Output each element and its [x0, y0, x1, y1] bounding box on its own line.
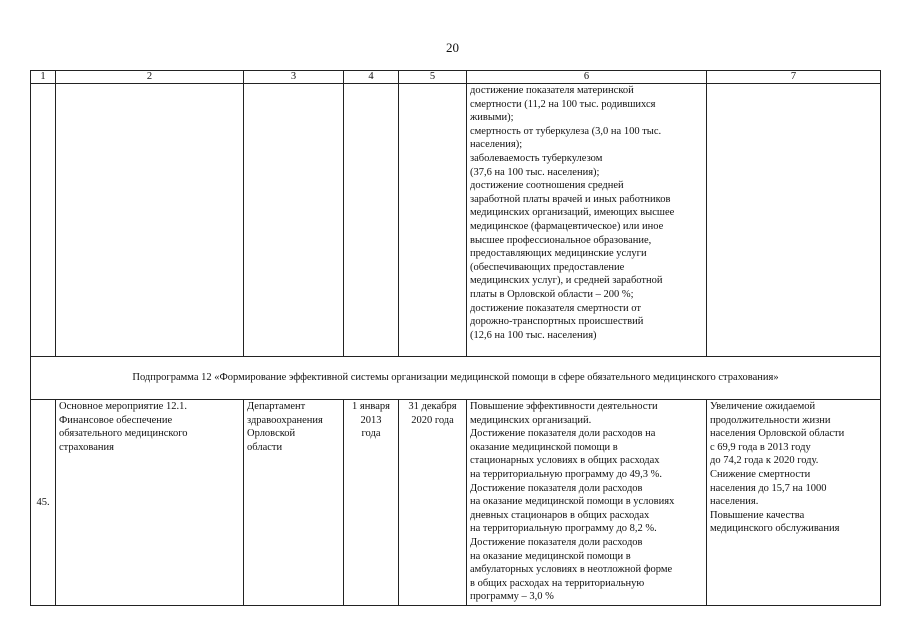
header-cell-7: 7 — [707, 71, 881, 84]
cont-cell-5 — [399, 84, 467, 357]
table-row-45 — [31, 400, 881, 606]
subprogram-title: Подпрограмма 12 «Формирование эффективной системы организации медицинской помощи в сфере обязательного медицинского страхования» — [31, 357, 881, 400]
cont-cell-2 — [56, 84, 244, 357]
row-number: 45. — [31, 400, 56, 606]
expected-results: Повышение эффективности деятельности медицинских организаций. Достижение показателя доли расходов на оказание медицинской помощи в стационарных условиях в общих расходах на территориальную программу до 49,3 %. Достижение показателя доли расходов на оказание медицинской помощи в условиях дневных стационаров в общих расходах на территориальную программу до 8,2 %. Достижение показателя доли расходов на оказание медицинской помощи в амбулаторных условиях в неотложной форме в общих расходах на территориальную программу – 3,0 % — [467, 400, 707, 606]
header-cell-6: 6 — [467, 71, 707, 84]
header-cell-4: 4 — [344, 71, 399, 84]
header-cell-1: 1 — [31, 71, 56, 84]
responsible-executor: Департамент здравоохранения Орловской области — [244, 400, 344, 606]
document-table — [30, 70, 881, 606]
cont-cell-6-results: достижение показателя материнской смертности (11,2 на 100 тыс. родившихся живыми); смертность от туберкулеза (3,0 на 100 тыс. населения); заболеваемость туберкулезом (37,6 на 100 тыс. населения); достижение соотношения средней заработной платы врачей и иных работников медицинских организаций, имеющих высшее медицинское (фармацевтическое) или иное высшее профессиональное образование, предоставляющих медицинские услуги (обеспечивающих предоставление медицинских услуг), и средней заработной платы в Орловской области – 200 %; достижение показателя смертности от дорожно-транспортных происшествий (12,6 на 100 тыс. населения) — [467, 84, 707, 357]
header-cell-5: 5 — [399, 71, 467, 84]
cont-cell-4 — [344, 84, 399, 357]
header-row — [31, 71, 881, 84]
subprogram-row — [31, 357, 881, 400]
cont-cell-1 — [31, 84, 56, 357]
start-date: 1 января 2013 года — [344, 400, 399, 606]
end-date: 31 декабря 2020 года — [399, 400, 467, 606]
cont-cell-3 — [244, 84, 344, 357]
indicator-links: Увеличение ожидаемой продолжительности жизни населения Орловской области с 69,9 года в 2013 году до 74,2 года к 2020 году. Снижение смертности населения до 15,7 на 1000 населения. Повышение качества медицинского обслуживания — [707, 400, 881, 606]
header-cell-3: 3 — [244, 71, 344, 84]
activity-name: Основное мероприятие 12.1. Финансовое обеспечение обязательного медицинского страхования — [56, 400, 244, 606]
continuation-row — [31, 84, 881, 357]
header-cell-2: 2 — [56, 71, 244, 84]
cont-cell-7 — [707, 84, 881, 357]
page-number: 20 — [446, 40, 459, 55]
